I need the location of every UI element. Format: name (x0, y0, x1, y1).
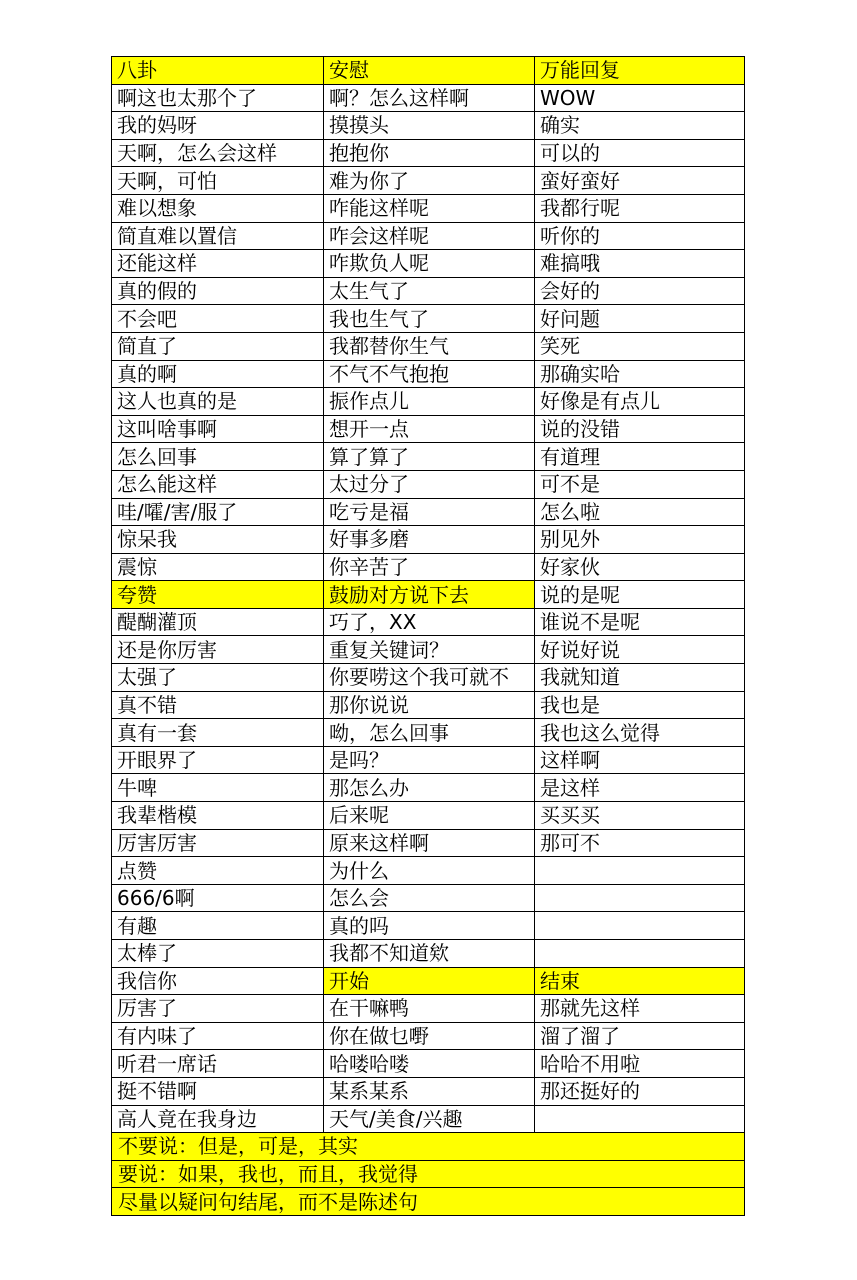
category-header-cell: 结束 (535, 967, 745, 995)
phrase-cell: 算了算了 (324, 443, 535, 471)
phrase-cell: 为什么 (324, 857, 535, 885)
phrase-cell: 啊？怎么这样啊 (324, 84, 535, 112)
phrase-cell: 好事多磨 (324, 526, 535, 554)
phrase-cell: 有趣 (112, 912, 324, 940)
phrase-cell: 确实 (535, 112, 745, 140)
phrase-cell: 那还挺好的 (535, 1077, 745, 1105)
phrase-cell: 有内味了 (112, 1022, 324, 1050)
phrase-cell: 说的没错 (535, 415, 745, 443)
table-row (112, 829, 745, 857)
phrase-cell: 太强了 (112, 664, 324, 692)
phrase-cell: 抱抱你 (324, 139, 535, 167)
table-row (112, 360, 745, 388)
phrase-cell: 怎么能这样 (112, 470, 324, 498)
phrase-cell: 天啊，怎么会这样 (112, 139, 324, 167)
phrase-cell: 真的假的 (112, 277, 324, 305)
phrase-cell: 高人竟在我身边 (112, 1105, 324, 1133)
phrase-cell: 蛮好蛮好 (535, 167, 745, 195)
table-row (112, 857, 745, 885)
phrase-cell: 太棒了 (112, 940, 324, 968)
table-row (112, 995, 745, 1023)
phrase-cell: 买买买 (535, 802, 745, 830)
phrase-cell: 咋欺负人呢 (324, 250, 535, 278)
phrase-cell: 还是你厉害 (112, 636, 324, 664)
tip-note-cell: 不要说：但是，可是，其实 (112, 1133, 745, 1161)
table-row (112, 526, 745, 554)
phrase-cell: 怎么回事 (112, 443, 324, 471)
phrase-cell: 好问题 (535, 305, 745, 333)
phrase-cell: 太过分了 (324, 470, 535, 498)
category-header-cell: 八卦 (112, 57, 324, 85)
table-row (112, 277, 745, 305)
table-row (112, 250, 745, 278)
phrase-cell (535, 884, 745, 912)
phrase-cell: 想开一点 (324, 415, 535, 443)
table-row (112, 388, 745, 416)
phrase-cell: WOW (535, 84, 745, 112)
phrase-cell: 别见外 (535, 526, 745, 554)
phrase-cell: 可以的 (535, 139, 745, 167)
phrase-cell: 我辈楷模 (112, 802, 324, 830)
table-row (112, 1022, 745, 1050)
table-row (112, 553, 745, 581)
phrase-cell: 你在做乜嘢 (324, 1022, 535, 1050)
phrase-cell: 点赞 (112, 857, 324, 885)
phrase-cell: 原来这样啊 (324, 829, 535, 857)
table-row (112, 967, 745, 995)
table-row (112, 84, 745, 112)
phrase-cell: 那确实哈 (535, 360, 745, 388)
table-row (112, 746, 745, 774)
table-row (112, 912, 745, 940)
phrase-cell: 简直难以置信 (112, 222, 324, 250)
phrase-cell: 谁说不是呢 (535, 608, 745, 636)
phrase-cell: 简直了 (112, 332, 324, 360)
table-row (112, 608, 745, 636)
phrase-cell: 开眼界了 (112, 746, 324, 774)
table-row (112, 1050, 745, 1078)
table-row (112, 194, 745, 222)
phrase-cell: 怎么会 (324, 884, 535, 912)
table-row (112, 57, 745, 85)
table-row (112, 305, 745, 333)
phrase-cell: 啊这也太那个了 (112, 84, 324, 112)
phrase-cell: 咋能这样呢 (324, 194, 535, 222)
table-row (112, 443, 745, 471)
phrase-cell: 你辛苦了 (324, 553, 535, 581)
phrase-cell: 听你的 (535, 222, 745, 250)
phrase-cell: 这样啊 (535, 746, 745, 774)
table-row (112, 332, 745, 360)
table-row (112, 498, 745, 526)
phrase-cell: 重复关键词？ (324, 636, 535, 664)
table-row (112, 415, 745, 443)
phrase-cell: 哈哈不用啦 (535, 1050, 745, 1078)
table-row (112, 802, 745, 830)
table-row (112, 884, 745, 912)
phrase-cell: 天气/美食/兴趣 (324, 1105, 535, 1133)
note-row (112, 1160, 745, 1188)
table-row (112, 167, 745, 195)
tip-note-cell: 尽量以疑问句结尾，而不是陈述句 (112, 1188, 745, 1216)
phrase-cell: 我也是 (535, 691, 745, 719)
phrase-cell: 牛啤 (112, 774, 324, 802)
table-row (112, 1077, 745, 1105)
phrase-cell: 我都行呢 (535, 194, 745, 222)
phrase-cell: 呦，怎么回事 (324, 719, 535, 747)
phrase-cell: 不气不气抱抱 (324, 360, 535, 388)
phrase-table (111, 56, 745, 1216)
phrase-cell: 在干嘛鸭 (324, 995, 535, 1023)
table-row (112, 719, 745, 747)
phrase-cell: 我也生气了 (324, 305, 535, 333)
tip-note-cell: 要说：如果，我也，而且，我觉得 (112, 1160, 745, 1188)
phrase-cell: 是吗？ (324, 746, 535, 774)
phrase-cell: 那就先这样 (535, 995, 745, 1023)
phrase-cell: 吃亏是福 (324, 498, 535, 526)
table-row (112, 691, 745, 719)
table-row (112, 774, 745, 802)
phrase-cell: 可不是 (535, 470, 745, 498)
table-row (112, 581, 745, 609)
phrase-cell: 真的啊 (112, 360, 324, 388)
category-header-cell: 鼓励对方说下去 (324, 581, 535, 609)
category-header-cell: 安慰 (324, 57, 535, 85)
phrase-cell: 某系某系 (324, 1077, 535, 1105)
phrase-cell: 难为你了 (324, 167, 535, 195)
phrase-cell: 还能这样 (112, 250, 324, 278)
phrase-cell: 那可不 (535, 829, 745, 857)
phrase-cell: 我都替你生气 (324, 332, 535, 360)
phrase-cell: 挺不错啊 (112, 1077, 324, 1105)
phrase-cell: 天啊，可怕 (112, 167, 324, 195)
phrase-cell: 那怎么办 (324, 774, 535, 802)
phrase-cell: 醍醐灌顶 (112, 608, 324, 636)
phrase-cell: 震惊 (112, 553, 324, 581)
phrase-cell (535, 1105, 745, 1133)
table-row (112, 470, 745, 498)
phrase-cell: 真有一套 (112, 719, 324, 747)
phrase-cell: 我也这么觉得 (535, 719, 745, 747)
phrase-cell: 振作点儿 (324, 388, 535, 416)
phrase-cell: 巧了，XX (324, 608, 535, 636)
phrase-cell: 我的妈呀 (112, 112, 324, 140)
phrase-cell (535, 912, 745, 940)
category-header-cell: 开始 (324, 967, 535, 995)
phrase-cell: 咋会这样呢 (324, 222, 535, 250)
phrase-cell: 太生气了 (324, 277, 535, 305)
phrase-cell: 后来呢 (324, 802, 535, 830)
phrase-cell: 哇/嚯/害/服了 (112, 498, 324, 526)
phrase-cell: 好像是有点儿 (535, 388, 745, 416)
phrase-cell: 有道理 (535, 443, 745, 471)
phrase-cell: 你要唠这个我可就不 (324, 664, 535, 692)
phrase-cell: 厉害了 (112, 995, 324, 1023)
phrase-cell: 真不错 (112, 691, 324, 719)
phrase-cell: 听君一席话 (112, 1050, 324, 1078)
table-row (112, 222, 745, 250)
category-header-cell: 万能回复 (535, 57, 745, 85)
note-row (112, 1188, 745, 1216)
phrase-table-body (112, 57, 745, 1216)
phrase-cell: 溜了溜了 (535, 1022, 745, 1050)
table-row (112, 940, 745, 968)
category-header-cell: 夸赞 (112, 581, 324, 609)
phrase-cell: 666/6啊 (112, 884, 324, 912)
phrase-cell: 笑死 (535, 332, 745, 360)
phrase-cell (535, 940, 745, 968)
phrase-cell: 这人也真的是 (112, 388, 324, 416)
phrase-cell: 我信你 (112, 967, 324, 995)
phrase-cell: 会好的 (535, 277, 745, 305)
phrase-cell: 惊呆我 (112, 526, 324, 554)
phrase-cell: 摸摸头 (324, 112, 535, 140)
table-row (112, 1105, 745, 1133)
phrase-cell: 厉害厉害 (112, 829, 324, 857)
table-row (112, 139, 745, 167)
phrase-cell: 那你说说 (324, 691, 535, 719)
phrase-cell: 是这样 (535, 774, 745, 802)
table-row (112, 664, 745, 692)
table-row (112, 112, 745, 140)
note-row (112, 1133, 745, 1161)
phrase-cell: 难搞哦 (535, 250, 745, 278)
phrase-cell: 真的吗 (324, 912, 535, 940)
phrase-cell: 这叫啥事啊 (112, 415, 324, 443)
phrase-cell: 我都不知道欸 (324, 940, 535, 968)
phrase-cell (535, 857, 745, 885)
phrase-cell: 不会吧 (112, 305, 324, 333)
phrase-cell: 怎么啦 (535, 498, 745, 526)
table-row (112, 636, 745, 664)
phrase-cell: 好家伙 (535, 553, 745, 581)
phrase-cell: 哈喽哈喽 (324, 1050, 535, 1078)
phrase-cell: 我就知道 (535, 664, 745, 692)
phrase-cell: 好说好说 (535, 636, 745, 664)
phrase-cell: 难以想象 (112, 194, 324, 222)
phrase-cell: 说的是呢 (535, 581, 745, 609)
